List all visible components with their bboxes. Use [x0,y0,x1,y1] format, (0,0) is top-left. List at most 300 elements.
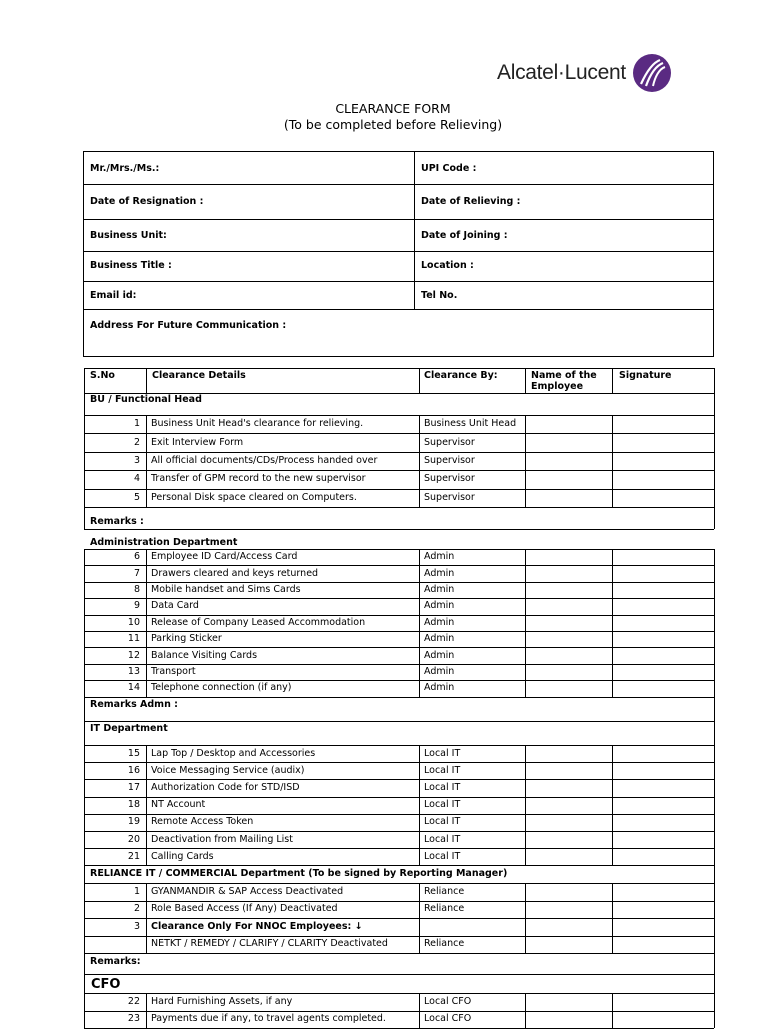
table-rule [714,631,715,647]
table-rule [419,993,420,1011]
table-rule [714,779,715,796]
table-rule [525,936,526,954]
table-rule [84,470,714,471]
table-rule [84,883,714,884]
table-rule [146,615,147,631]
clearance-item-number: 11 [127,633,140,645]
table-rule [84,814,85,831]
clearance-item-number: 10 [127,616,140,628]
table-rule [525,779,526,796]
location-label: Location : [421,260,474,271]
table-rule [714,664,715,680]
clearance-item-number: 15 [127,747,140,759]
table-rule [419,582,420,598]
clearance-item-detail: Hard Furnishing Assets, if any [151,995,293,1007]
clearance-item-number: 1 [133,885,140,897]
table-rule [525,565,526,581]
table-rule [84,565,85,581]
table-rule [419,779,420,796]
table-rule [714,368,715,393]
table-rule [84,745,85,762]
table-rule [419,680,420,696]
table-rule [146,647,147,663]
brand-logo [497,53,672,93]
table-rule [84,507,714,508]
clearance-by-value: Local IT [424,782,461,793]
clearance-item-number: 18 [127,799,140,811]
clearance-item-detail: Lap Top / Desktop and Accessories [151,747,316,759]
table-rule [419,452,420,470]
table-rule [146,918,147,936]
table-rule [146,565,147,581]
table-rule [84,697,85,721]
business-unit-label: Business Unit: [90,230,167,241]
clearance-by-value: Supervisor [424,473,475,485]
clearance-item-detail: Remote Access Token [151,816,254,828]
clearance-by-value: Admin [424,633,455,645]
table-rule [714,433,715,451]
table-rule [419,797,420,814]
clearance-by-value: Business Unit Head [424,418,517,430]
table-rule [714,565,715,581]
clearance-item-number: 23 [127,1013,140,1025]
clearance-item-detail: Role Based Access (If Any) Deactivated [151,903,338,915]
table-rule [525,883,526,901]
clearance-by-value: Local IT [424,764,461,776]
table-rule [612,762,613,779]
clearance-item-detail: Data Card [151,600,199,612]
clearance-item-number: 16 [127,764,140,776]
table-rule [714,598,715,614]
clearance-item-detail: Parking Sticker [151,633,222,645]
table-rule [714,762,715,779]
table-rule [419,565,420,581]
table-rule [525,993,526,1011]
table-rule [612,433,613,451]
table-rule [714,848,715,865]
clearance-item-number: 5 [133,491,140,503]
table-rule [612,993,613,1011]
table-rule [84,565,714,566]
table-rule [419,615,420,631]
clearance-item-number: 13 [127,666,140,677]
clearance-by-value: Admin [424,600,455,612]
col-header-details: Clearance Details [152,370,246,381]
table-rule [714,918,715,936]
table-rule [612,615,613,631]
table-rule [525,901,526,919]
table-rule [146,489,147,507]
alcatel-lucent-logo-icon [632,53,672,93]
table-rule [84,368,714,369]
table-rule [146,582,147,598]
table-rule [525,918,526,936]
table-rule [84,953,85,974]
table-rule [612,779,613,796]
table-rule [612,797,613,814]
clearance-by-value: Admin [424,567,455,579]
table-rule [714,814,715,831]
table-rule [84,993,714,994]
table-rule [714,936,715,954]
clearance-item-detail: Employee ID Card/Access Card [151,551,298,563]
table-rule [419,762,420,779]
table-rule [84,598,714,599]
table-rule [612,582,613,598]
table-rule [419,631,420,647]
clearance-by-value: Admin [424,584,455,595]
table-rule [714,507,715,529]
table-rule [714,452,715,470]
table-rule [84,647,714,648]
table-rule [146,680,147,696]
table-rule [84,664,85,680]
clearance-by-value: Local IT [424,833,461,845]
table-rule [612,848,613,865]
table-rule [525,549,526,565]
clearance-item-detail: Exit Interview Form [151,436,244,448]
table-rule [612,368,613,393]
clearance-item-number: 6 [133,551,140,563]
table-rule [612,549,613,565]
table-rule [419,901,420,919]
table-rule [714,615,715,631]
table-rule [84,721,714,722]
table-rule [525,368,526,393]
table-rule [84,415,714,416]
table-rule [146,883,147,901]
table-rule [525,1011,526,1029]
table-rule [612,831,613,848]
table-rule [84,745,714,746]
clearance-item-number: 22 [127,995,140,1007]
table-rule [525,470,526,488]
table-rule [714,415,715,433]
table-rule [525,664,526,680]
table-rule [84,936,714,937]
table-rule [612,489,613,507]
clearance-item-detail: Drawers cleared and keys returned [151,567,319,579]
table-rule [525,433,526,451]
clearance-by-value: Reliance [424,938,465,950]
table-rule [84,697,714,698]
table-rule [84,631,85,647]
table-rule [419,936,420,954]
table-rule [612,680,613,696]
address-label: Address For Future Communication : [90,320,287,331]
table-rule [612,565,613,581]
table-rule [84,615,85,631]
table-rule [84,918,85,936]
table-rule [84,779,714,780]
table-rule [84,762,714,763]
table-rule [146,814,147,831]
table-rule [612,814,613,831]
table-rule [714,953,715,974]
clearance-item-number: 3 [133,455,140,466]
table-rule [525,814,526,831]
table-rule [525,631,526,647]
table-rule [612,470,613,488]
clearance-item-detail: Release of Company Leased Accommodation [151,616,366,628]
clearance-item-number: 21 [127,850,140,862]
section-bu-remarks: Remarks : [90,516,144,527]
table-rule [419,598,420,614]
table-rule [84,721,85,745]
table-rule [612,598,613,614]
table-rule [84,797,85,814]
clearance-by-value: Local IT [424,816,461,828]
table-rule [84,901,714,902]
section-admin-remarks: Remarks Admn : [90,699,178,710]
clearance-item-number: 4 [133,473,140,485]
clearance-item-detail: Payments due if any, to travel agents completed. [151,1013,386,1025]
table-rule [525,797,526,814]
joining-date-label: Date of Joining : [421,230,508,241]
table-rule [146,433,147,451]
table-rule [525,415,526,433]
table-rule [714,993,715,1011]
clearance-item-number: 14 [127,682,140,694]
table-rule [714,865,715,883]
table-rule [146,797,147,814]
clearance-item-number: 12 [127,649,140,661]
table-rule [525,489,526,507]
table-rule [612,918,613,936]
table-rule [84,953,714,954]
table-rule [419,745,420,762]
table-rule [84,507,85,529]
table-rule [525,745,526,762]
table-rule [419,489,420,507]
section-admin-title: Administration Department [90,537,238,548]
table-rule [419,831,420,848]
table-rule [612,745,613,762]
clearance-item-number: 2 [133,436,140,448]
clearance-item-number: 2 [133,903,140,915]
table-rule [84,582,714,583]
clearance-item-number: 9 [133,600,140,612]
table-rule [714,647,715,663]
table-rule [84,470,85,488]
clearance-item-detail: Personal Disk space cleared on Computers. [151,491,357,503]
table-rule [525,615,526,631]
clearance-by-value: Admin [424,649,455,661]
clearance-by-value: Reliance [424,885,465,897]
table-rule [525,647,526,663]
table-rule [84,797,714,798]
table-rule [84,452,714,453]
clearance-item-detail: Transfer of GPM record to the new supervisor [151,473,366,485]
table-rule [525,848,526,865]
table-rule [84,647,85,663]
table-rule [146,452,147,470]
tel-label: Tel No. [421,290,458,301]
table-rule [714,831,715,848]
business-title-label: Business Title : [90,260,172,271]
table-rule [612,415,613,433]
table-rule [612,664,613,680]
clearance-item-detail: Voice Messaging Service (audix) [151,764,305,776]
table-rule [84,993,85,1011]
clearance-item-number: 19 [127,816,140,828]
table-rule [146,631,147,647]
clearance-item-number: 17 [127,782,140,793]
table-rule [84,549,714,550]
clearance-item-number: 8 [133,584,140,595]
brand-name: Alcatel·Lucent [497,61,626,84]
clearance-item-detail: All official documents/CDs/Process handed over [151,455,378,466]
col-header-clearance-by: Clearance By: [424,370,498,381]
table-rule [146,470,147,488]
table-rule [146,993,147,1011]
table-rule [84,582,85,598]
clearance-by-value: Admin [424,551,455,563]
table-rule [84,529,714,530]
clearance-by-value: Supervisor [424,436,475,448]
table-rule [84,814,714,815]
table-rule [612,936,613,954]
table-rule [419,883,420,901]
table-rule [525,598,526,614]
table-rule [714,489,715,507]
cfo-section-title: CFO [91,977,121,992]
clearance-by-value: Local IT [424,747,461,759]
relieving-date-label: Date of Relieving : [421,196,521,207]
table-rule [525,831,526,848]
table-rule [84,1011,714,1012]
table-rule [714,582,715,598]
table-rule [525,452,526,470]
email-label: Email id: [90,290,137,301]
table-rule [84,433,85,451]
section-bu-title: BU / Functional Head [90,394,202,405]
clearance-item-number: 3 [133,920,140,932]
clearance-item-number: 1 [133,418,140,430]
table-rule [84,415,85,433]
clearance-by-value: Local IT [424,799,461,811]
table-rule [84,865,714,866]
table-rule [419,433,420,451]
clearance-item-detail: NT Account [151,799,206,811]
clearance-item-detail: Business Unit Head's clearance for relieving. [151,418,364,430]
table-rule [84,549,85,565]
table-rule [84,974,85,993]
resignation-date-label: Date of Resignation : [90,196,204,207]
clearance-by-value: Reliance [424,903,465,915]
clearance-item-detail: Telephone connection (if any) [151,682,292,694]
clearance-item-detail: NETKT / REMEDY / CLARIFY / CLARITY Deactivated [151,938,388,950]
table-rule [84,1011,85,1029]
table-rule [84,762,85,779]
table-rule [146,1011,147,1029]
col-header-sno: S.No [90,370,115,381]
table-rule [714,901,715,919]
clearance-item-detail: Deactivation from Mailing List [151,833,293,845]
table-rule [714,1011,715,1029]
table-rule [525,762,526,779]
clearance-item-detail: Clearance Only For NNOC Employees: ↓ [151,920,363,932]
clearance-by-value: Local CFO [424,1013,472,1025]
table-rule [714,697,715,721]
table-rule [146,745,147,762]
table-rule [419,415,420,433]
clearance-item-detail: Calling Cards [151,850,214,862]
clearance-item-detail: Mobile handset and Sims Cards [151,584,301,595]
clearance-item-detail: Balance Visiting Cards [151,649,258,661]
form-heading: CLEARANCE FORM [335,101,451,116]
table-rule [84,848,714,849]
clearance-by-value: Admin [424,682,455,694]
table-rule [84,598,85,614]
table-rule [146,549,147,565]
table-rule [419,918,420,936]
table-rule [84,831,85,848]
table-rule [146,762,147,779]
table-rule [714,549,715,565]
table-rule [84,433,714,434]
table-rule [612,452,613,470]
table-rule [84,974,714,975]
clearance-item-number: 20 [127,833,140,845]
table-rule [714,974,715,993]
form-title [0,101,768,133]
table-rule [84,680,85,696]
table-rule [84,489,714,490]
table-rule [612,647,613,663]
table-rule [612,901,613,919]
table-rule [84,631,714,632]
table-rule [714,797,715,814]
table-rule [146,415,147,433]
table-rule [419,647,420,663]
table-rule [84,393,85,415]
table-rule [84,883,85,901]
clearance-by-value: Supervisor [424,491,475,503]
table-rule [714,745,715,762]
table-rule [714,470,715,488]
clearance-by-value: Supervisor [424,455,475,466]
table-rule [714,393,715,415]
clearance-item-number: 7 [133,567,140,579]
table-rule [84,664,714,665]
table-rule [146,936,147,954]
table-rule [419,470,420,488]
clearance-item-detail: Transport [151,666,196,677]
clearance-by-value: Local CFO [424,995,472,1007]
table-rule [84,368,85,393]
clearance-item-detail: Authorization Code for STD/ISD [151,782,300,793]
table-rule [146,779,147,796]
table-rule [146,598,147,614]
table-rule [146,831,147,848]
table-rule [146,901,147,919]
table-rule [419,1011,420,1029]
table-rule [84,831,714,832]
table-rule [146,664,147,680]
table-rule [84,936,85,954]
col-header-signature: Signature [619,370,672,381]
table-rule [146,848,147,865]
upi-code-label: UPI Code : [421,163,477,174]
table-rule [84,489,85,507]
table-rule [84,918,714,919]
table-rule [612,883,613,901]
name-field-label: Mr./Mrs./Ms.: [90,163,160,174]
clearance-by-value: Admin [424,666,455,677]
table-rule [714,680,715,696]
table-rule [84,848,85,865]
